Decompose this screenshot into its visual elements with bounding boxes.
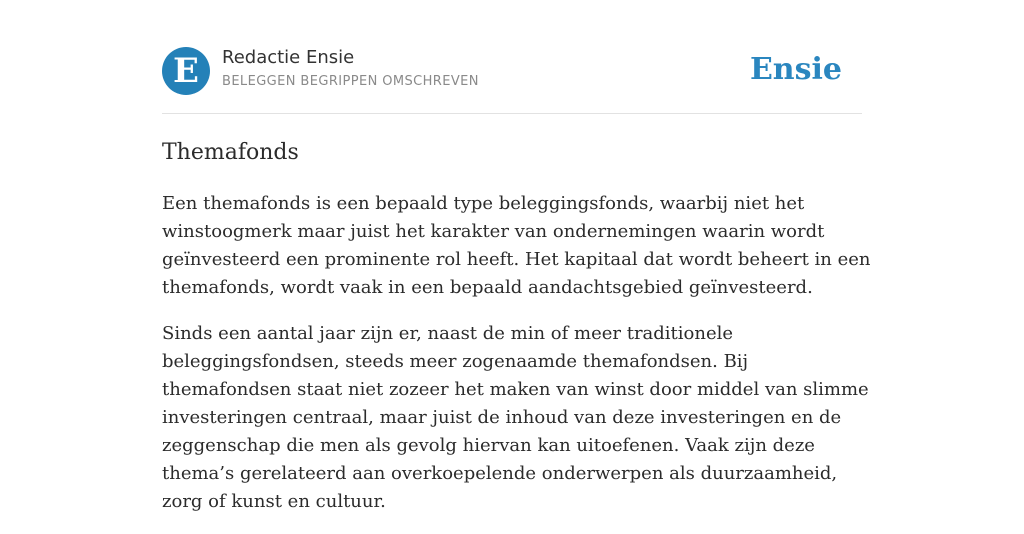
article-header [162, 46, 862, 98]
article-title: Themafonds [162, 140, 299, 165]
article-paragraph-1: Een themafonds is een bepaald type beleggingsfonds, waarbij niet het winstoogmerk maar juist het karakter van ondernemingen waarin wordt geïnvesteerd een prominente rol heeft. Het kapitaal dat wordt beheert in een themafonds, wordt vaak in een bepaald aandachtsgebied geïnvesteerd. [162, 193, 871, 298]
article-paragraph-2: Sinds een aantal jaar zijn er, naast de min of meer traditionele beleggingsfondsen, steeds meer zogenaamde themafondsen. Bij themafondsen staat niet zozeer het maken van winst door middel van slimme investeringen centraal, maar juist de inhoud van deze investeringen en de zeggenschap die men als gevolg hiervan kan uitoefenen. Vaak zijn deze thema’s gerelateerd aan overkoepelende onderwerpen als duurzaamheid, zorg of kunst en cultuur. [162, 323, 869, 512]
author-subtitle: BELEGGEN BEGRIPPEN OMSCHREVEN [222, 74, 479, 89]
author-name[interactable]: Redactie Ensie [222, 47, 355, 68]
article-card [162, 0, 871, 512]
brand-logo[interactable]: Ensie [749, 52, 842, 87]
author-avatar[interactable]: E [162, 47, 210, 95]
header-divider [162, 113, 862, 114]
article-body [162, 190, 874, 534]
